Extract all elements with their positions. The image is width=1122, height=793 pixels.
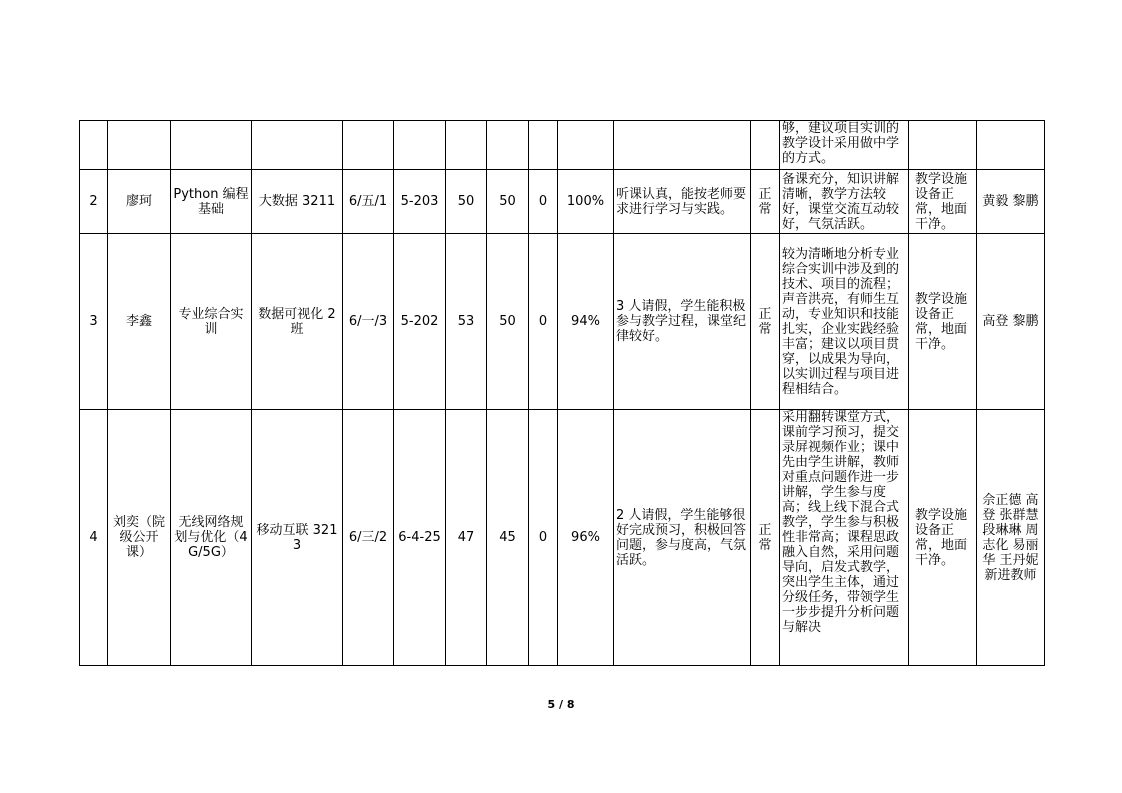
attendance-rate: 96% [558, 410, 614, 666]
enrolled-count [446, 121, 487, 170]
classroom: 5-202 [394, 234, 446, 410]
present-count [487, 121, 529, 170]
attendance-rate: 94% [558, 234, 614, 410]
class-order: 正常 [751, 170, 780, 234]
course-name: 专业综合实训 [171, 234, 252, 410]
facility-status: 教学设施设备正常，地面干净。 [909, 410, 977, 666]
course-name: 无线网络规划与优化（4G/5G） [171, 410, 252, 666]
enrolled-count: 53 [446, 234, 487, 410]
table-row [80, 121, 1045, 170]
teacher-name: 李鑫 [108, 234, 171, 410]
class-order [751, 121, 780, 170]
class-name [252, 121, 343, 170]
attendance-rate: 100% [558, 170, 614, 234]
inspector-names: 黄毅 黎鹏 [977, 170, 1045, 234]
course-name [171, 121, 252, 170]
late-count [529, 121, 558, 170]
student-status: 听课认真，能按老师要求进行学习与实践。 [614, 170, 751, 234]
teaching-comment: 采用翻转课堂方式，课前学习预习，提交录屏视频作业；课中先由学生讲解，教师对重点问题作进一步讲解，学生参与度高；线上线下混合式教学，学生参与积极性非常高；课程思政融入自然，采用问题导向，启发式教学，突出学生主体，通过分级任务，带领学生一步步提升分析问题与解决 [780, 410, 909, 666]
teacher-name: 廖珂 [108, 170, 171, 234]
student-status: 3 人请假，学生能积极参与教学过程，课堂纪律较好。 [614, 234, 751, 410]
class-name: 数据可视化 2 班 [252, 234, 343, 410]
teaching-comment: 备课充分，知识讲解清晰，教学方法较好，课堂交流互动较好，气氛活跃。 [780, 170, 909, 234]
classroom [394, 121, 446, 170]
class-order: 正常 [751, 410, 780, 666]
inspector-names [977, 121, 1045, 170]
inspection-table [79, 120, 1045, 666]
row-number: 3 [80, 234, 108, 410]
enrolled-count: 50 [446, 170, 487, 234]
student-status [614, 121, 751, 170]
row-number: 4 [80, 410, 108, 666]
facility-status [909, 121, 977, 170]
row-number: 2 [80, 170, 108, 234]
late-count: 0 [529, 234, 558, 410]
inspector-names: 佘正德 高登 张群慧 段琳琳 周志化 易丽华 王丹妮 新进教师 [977, 410, 1045, 666]
table-row [80, 410, 1045, 666]
teaching-comment: 够，建议项目实训的教学设计采用做中学的方式。 [780, 121, 909, 170]
page-number: 5 / 8 [547, 698, 575, 711]
facility-status: 教学设施设备正常，地面干净。 [909, 170, 977, 234]
table-row [80, 170, 1045, 234]
present-count: 50 [487, 234, 529, 410]
facility-status: 教学设施设备正常，地面干净。 [909, 234, 977, 410]
class-time: 6/五/1 [343, 170, 394, 234]
late-count: 0 [529, 410, 558, 666]
row-number [80, 121, 108, 170]
teacher-name [108, 121, 171, 170]
classroom: 5-203 [394, 170, 446, 234]
classroom: 6-4-25 [394, 410, 446, 666]
present-count: 45 [487, 410, 529, 666]
class-name: 移动互联 3213 [252, 410, 343, 666]
class-time: 6/一/3 [343, 234, 394, 410]
class-order: 正常 [751, 234, 780, 410]
class-time: 6/三/2 [343, 410, 394, 666]
table-row [80, 234, 1045, 410]
student-status: 2 人请假，学生能够很好完成预习，积极回答问题，参与度高，气氛活跃。 [614, 410, 751, 666]
teacher-name: 刘奕（院级公开课） [108, 410, 171, 666]
inspector-names: 高登 黎鹏 [977, 234, 1045, 410]
teaching-comment: 较为清晰地分析专业综合实训中涉及到的技术、项目的流程；声音洪亮，有师生互动，专业知识和技能扎实，企业实践经验丰富；建议以项目贯穿，以成果为导向，以实训过程与项目进程相结合。 [780, 234, 909, 410]
class-name: 大数据 3211 [252, 170, 343, 234]
course-name: Python 编程基础 [171, 170, 252, 234]
present-count: 50 [487, 170, 529, 234]
enrolled-count: 47 [446, 410, 487, 666]
late-count: 0 [529, 170, 558, 234]
class-time [343, 121, 394, 170]
attendance-rate [558, 121, 614, 170]
